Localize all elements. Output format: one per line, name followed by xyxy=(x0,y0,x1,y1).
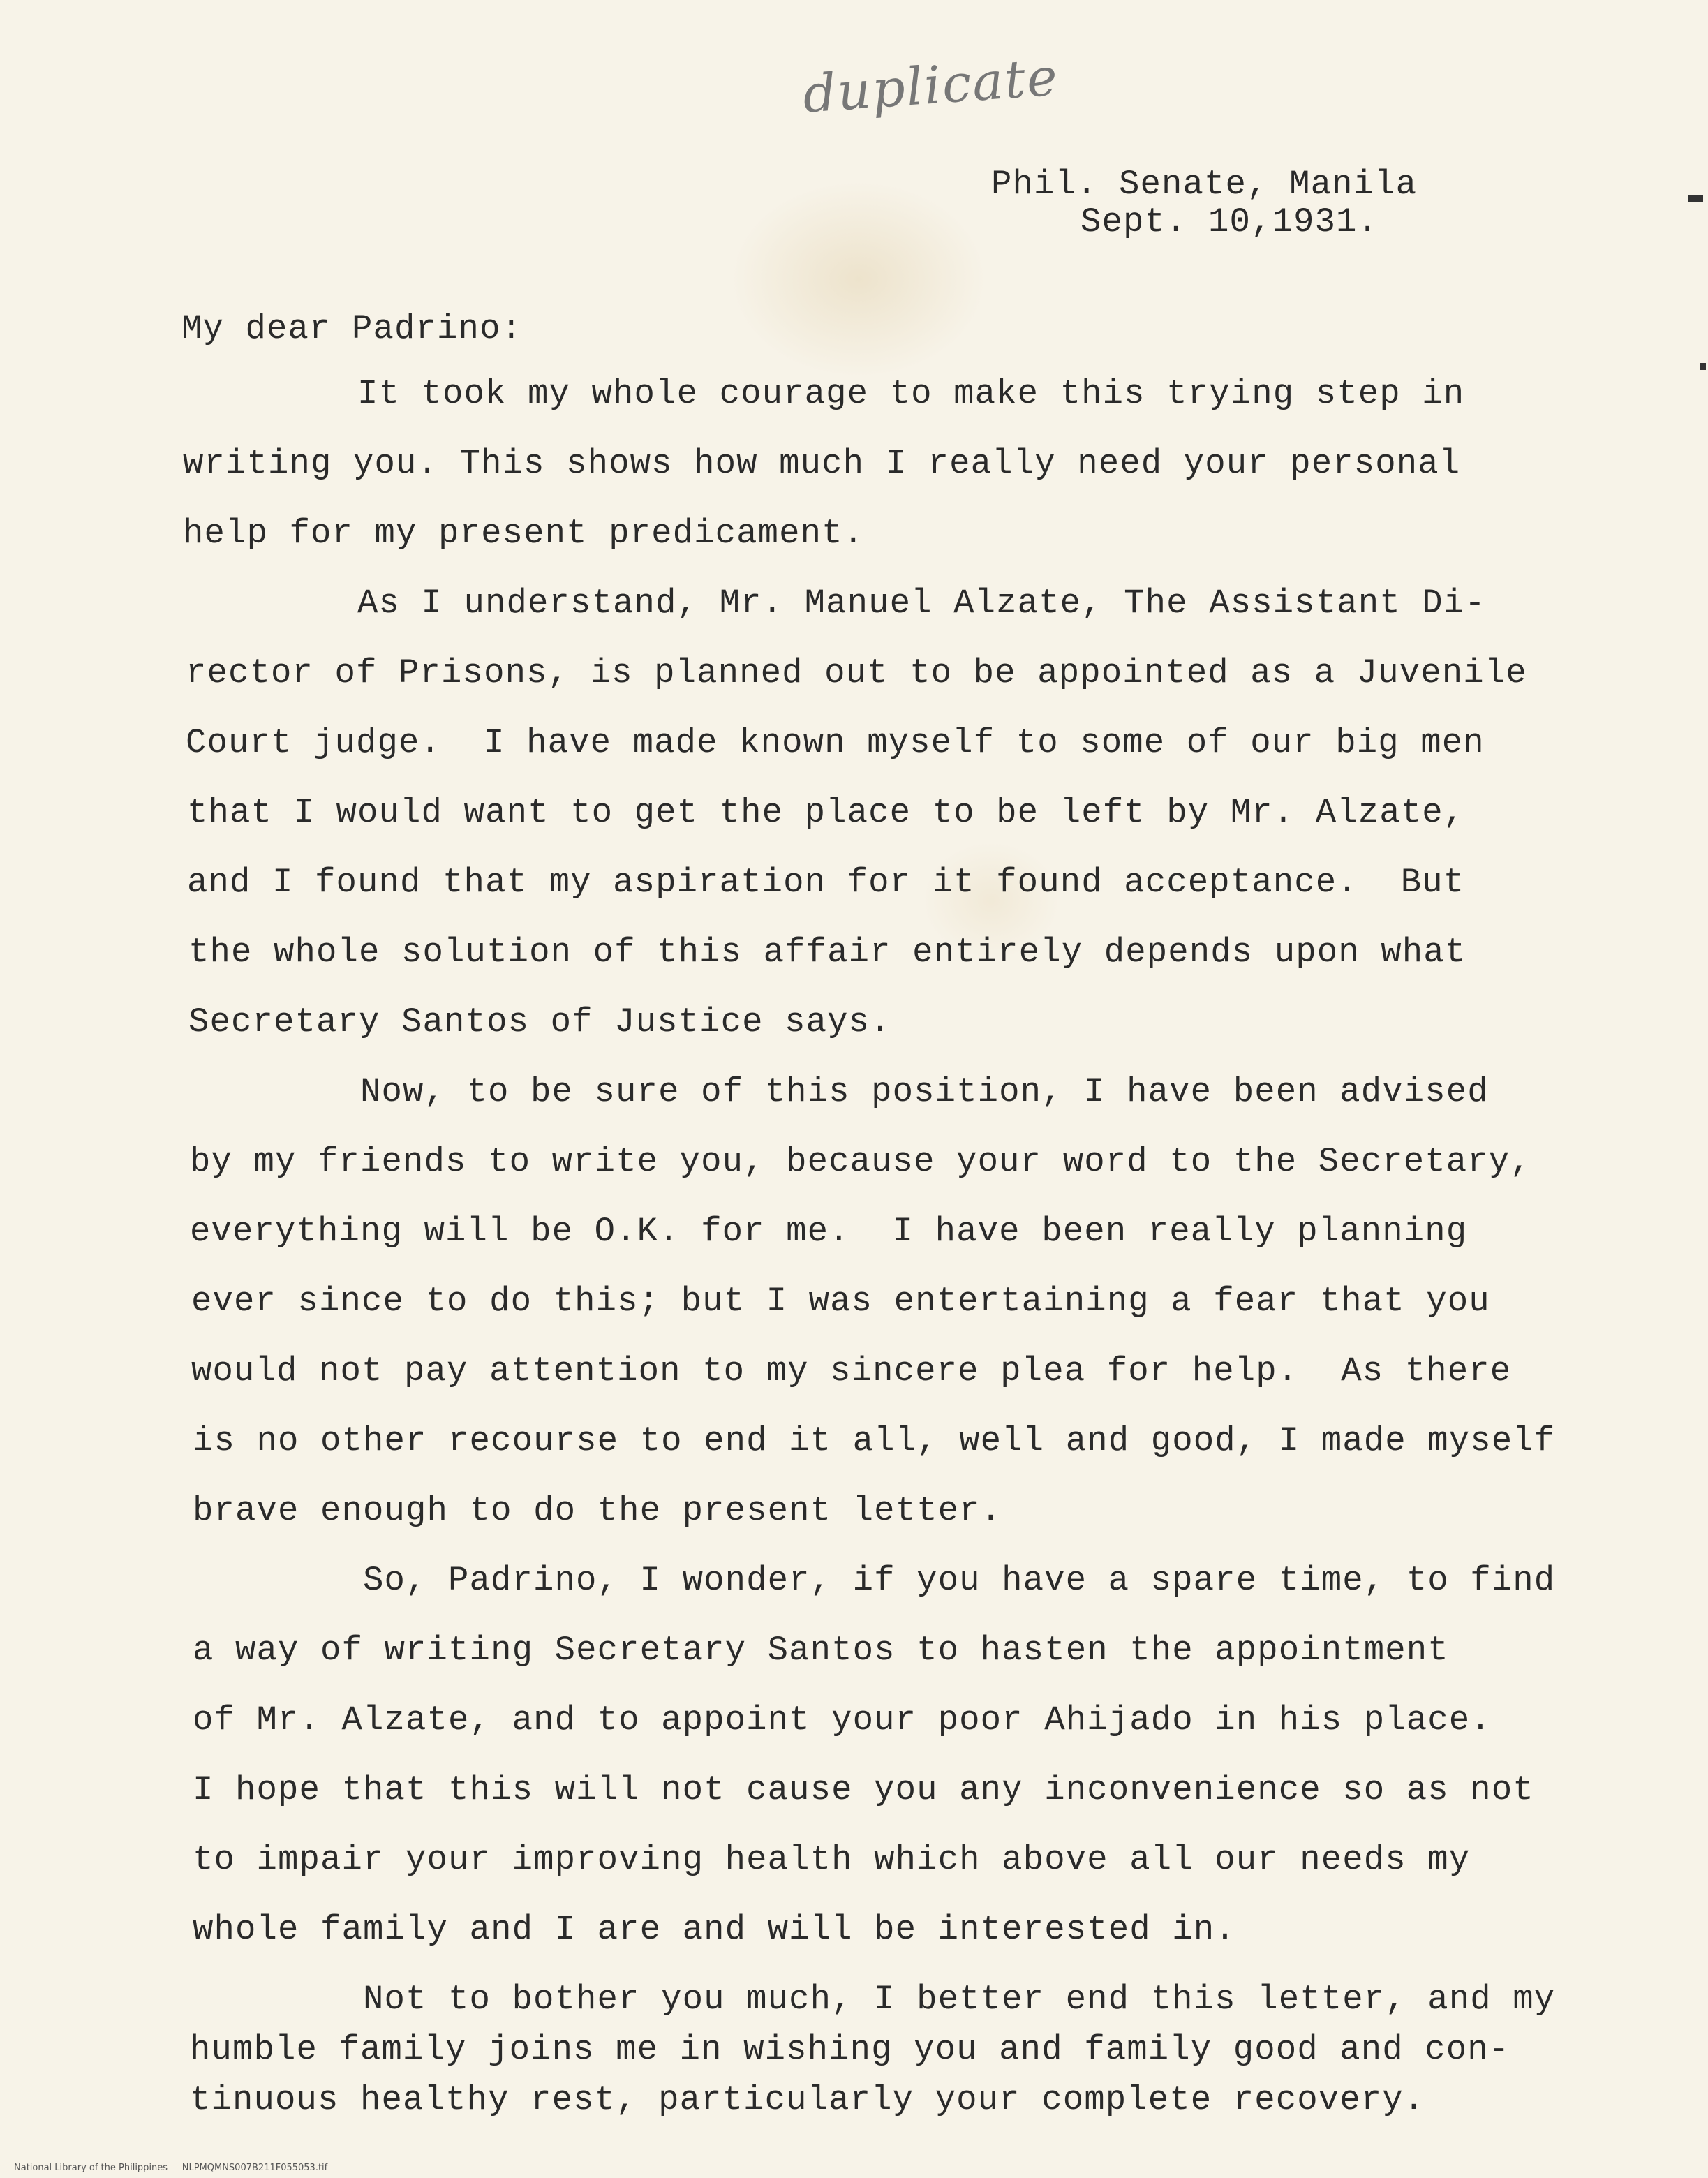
margin-mark xyxy=(1700,363,1706,370)
body-line: the whole solution of this affair entirely depends upon what xyxy=(188,933,1466,972)
body-line: writing you. This shows how much I really need your personal xyxy=(183,444,1461,483)
body-line: As I understand, Mr. Manuel Alzate, The Assistant Di- xyxy=(357,584,1486,623)
body-line: to impair your improving health which above all our needs my xyxy=(193,1840,1471,1879)
body-line: Not to bother you much, I better end this letter, and my xyxy=(363,1980,1556,2019)
salutation: My dear Padrino: xyxy=(181,309,523,348)
body-line: of Mr. Alzate, and to appoint your poor Ahijado in his place. xyxy=(193,1701,1492,1740)
body-line: a way of writing Secretary Santos to hasten the appointment xyxy=(193,1631,1449,1670)
body-line: would not pay attention to my sincere plea for help. As there xyxy=(191,1351,1512,1391)
header-date: Sept. 10,1931. xyxy=(1081,202,1379,242)
margin-mark xyxy=(1688,195,1703,202)
body-line: Secretary Santos of Justice says. xyxy=(188,1002,891,1042)
body-line: It took my whole courage to make this trying step in xyxy=(357,374,1465,413)
body-line: everything will be O.K. for me. I have been really planning xyxy=(190,1212,1468,1251)
body-line: brave enough to do the present letter. xyxy=(193,1491,1002,1530)
body-line: I hope that this will not cause you any inconvenience so as not xyxy=(193,1770,1534,1809)
body-line: whole family and I are and will be interested in. xyxy=(193,1910,1236,1949)
body-line: rector of Prisons, is planned out to be appointed as a Juvenile xyxy=(186,653,1527,692)
body-line: that I would want to get the place to be left by Mr. Alzate, xyxy=(187,793,1465,832)
handwritten-annotation: duplicate xyxy=(801,47,1061,125)
header-place: Phil. Senate, Manila xyxy=(991,165,1418,204)
body-line: Court judge. I have made known myself to some of our big men xyxy=(186,723,1485,762)
body-line: by my friends to write you, because your word to the Secretary, xyxy=(190,1142,1531,1181)
body-line: Now, to be sure of this position, I have been advised xyxy=(360,1072,1489,1111)
body-line: is no other recourse to end it all, well and good, I made myself xyxy=(193,1421,1556,1460)
body-line: So, Padrino, I wonder, if you have a spare time, to find xyxy=(363,1561,1556,1600)
body-line: and I found that my aspiration for it found acceptance. But xyxy=(187,863,1465,902)
archive-footer: National Library of the Philippines NLPMQMNS007B211F055053.tif xyxy=(14,2163,328,2173)
body-line: ever since to do this; but I was entertaining a fear that you xyxy=(191,1282,1490,1321)
body-line: humble family joins me in wishing you and family good and con- xyxy=(190,2030,1510,2069)
body-line: help for my present predicament. xyxy=(183,514,865,553)
body-line: tinuous healthy rest, particularly your complete recovery. xyxy=(190,2080,1425,2119)
